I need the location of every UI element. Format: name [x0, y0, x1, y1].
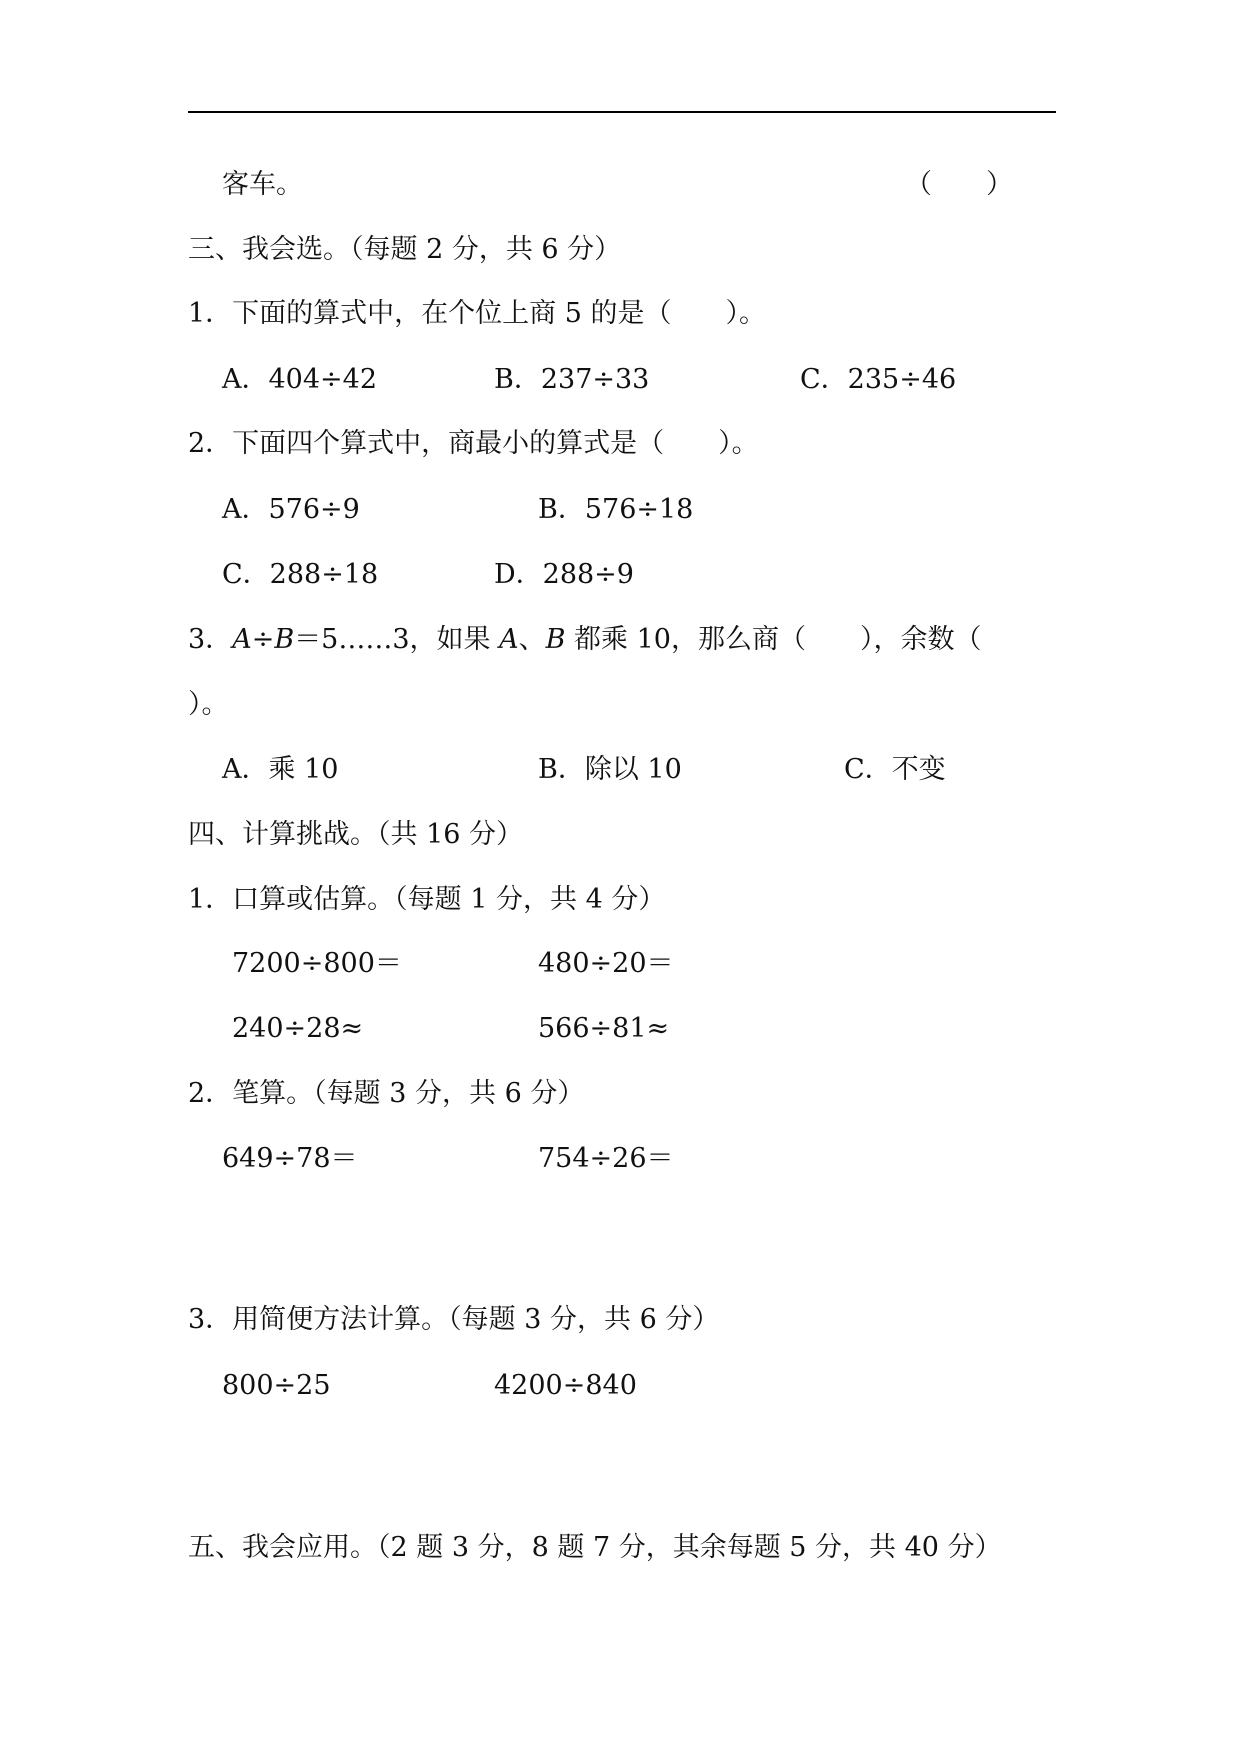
- simplified-calc-item-1: 800÷25: [222, 1370, 331, 1401]
- question-2-option-d[interactable]: D．288÷9: [494, 559, 634, 590]
- question-2-option-b[interactable]: B．576÷18: [538, 494, 694, 525]
- division-sign: ÷: [251, 624, 275, 655]
- question-3-option-a[interactable]: A．乘 10: [222, 754, 339, 785]
- variable-a-repeat: A: [499, 624, 519, 655]
- question-2-option-a[interactable]: A．576÷9: [222, 494, 360, 525]
- mental-math-item-2: 480÷20＝: [538, 948, 674, 979]
- part-3-title: 3．用简便方法计算。（每题 3 分，共 6 分）: [188, 1304, 720, 1335]
- question-3-option-c[interactable]: C．不变: [844, 754, 946, 785]
- variable-b: B: [274, 624, 295, 655]
- variable-a: A: [232, 624, 252, 655]
- mental-math-item-4: 566÷81≈: [538, 1013, 670, 1044]
- mental-math-item-3: 240÷28≈: [232, 1013, 364, 1044]
- question-3-stem: [188, 623, 981, 657]
- simplified-calc-item-2: 4200÷840: [494, 1370, 637, 1401]
- question-1-option-c[interactable]: C．235÷46: [800, 364, 957, 395]
- question-3-tail: 都乘 10，那么商（ ），余数（: [565, 624, 982, 655]
- mental-math-item-1: 7200÷800＝: [232, 948, 402, 979]
- written-calc-item-1: 649÷78＝: [222, 1143, 358, 1174]
- section-4-title: 四、计算挑战。（共 16 分）: [188, 819, 524, 850]
- question-3-continuation: ）。: [188, 689, 229, 720]
- question-1-stem: 1．下面的算式中，在个位上商 5 的是（ ）。: [188, 298, 767, 329]
- written-calc-item-2: 754÷26＝: [538, 1143, 674, 1174]
- section-3-title: 三、我会选。（每题 2 分，共 6 分）: [188, 234, 622, 265]
- question-3-option-b[interactable]: B．除以 10: [538, 754, 682, 785]
- question-1-option-a[interactable]: A．404÷42: [222, 364, 378, 395]
- part-1-title: 1．口算或估算。（每题 1 分，共 4 分）: [188, 884, 666, 915]
- question-3-mid: ＝5……3，如果: [294, 624, 500, 655]
- question-1-option-b[interactable]: B．237÷33: [494, 364, 650, 395]
- header-rule: [188, 111, 1056, 113]
- question-2-stem: 2．下面四个算式中，商最小的算式是（ ）。: [188, 428, 759, 459]
- carryover-text: 客车。: [222, 169, 303, 200]
- section-5-title: 五、我会应用。（2 题 3 分，8 题 7 分，其余每题 5 分，共 40 分）: [188, 1532, 1002, 1563]
- part-2-title: 2．笔算。（每题 3 分，共 6 分）: [188, 1078, 585, 1109]
- enumeration-comma: 、: [518, 624, 546, 655]
- answer-paren[interactable]: （ ）: [905, 169, 1013, 200]
- question-3-prefix: 3．: [188, 624, 233, 655]
- question-2-option-c[interactable]: C．288÷18: [222, 559, 379, 590]
- variable-b-repeat: B: [545, 624, 566, 655]
